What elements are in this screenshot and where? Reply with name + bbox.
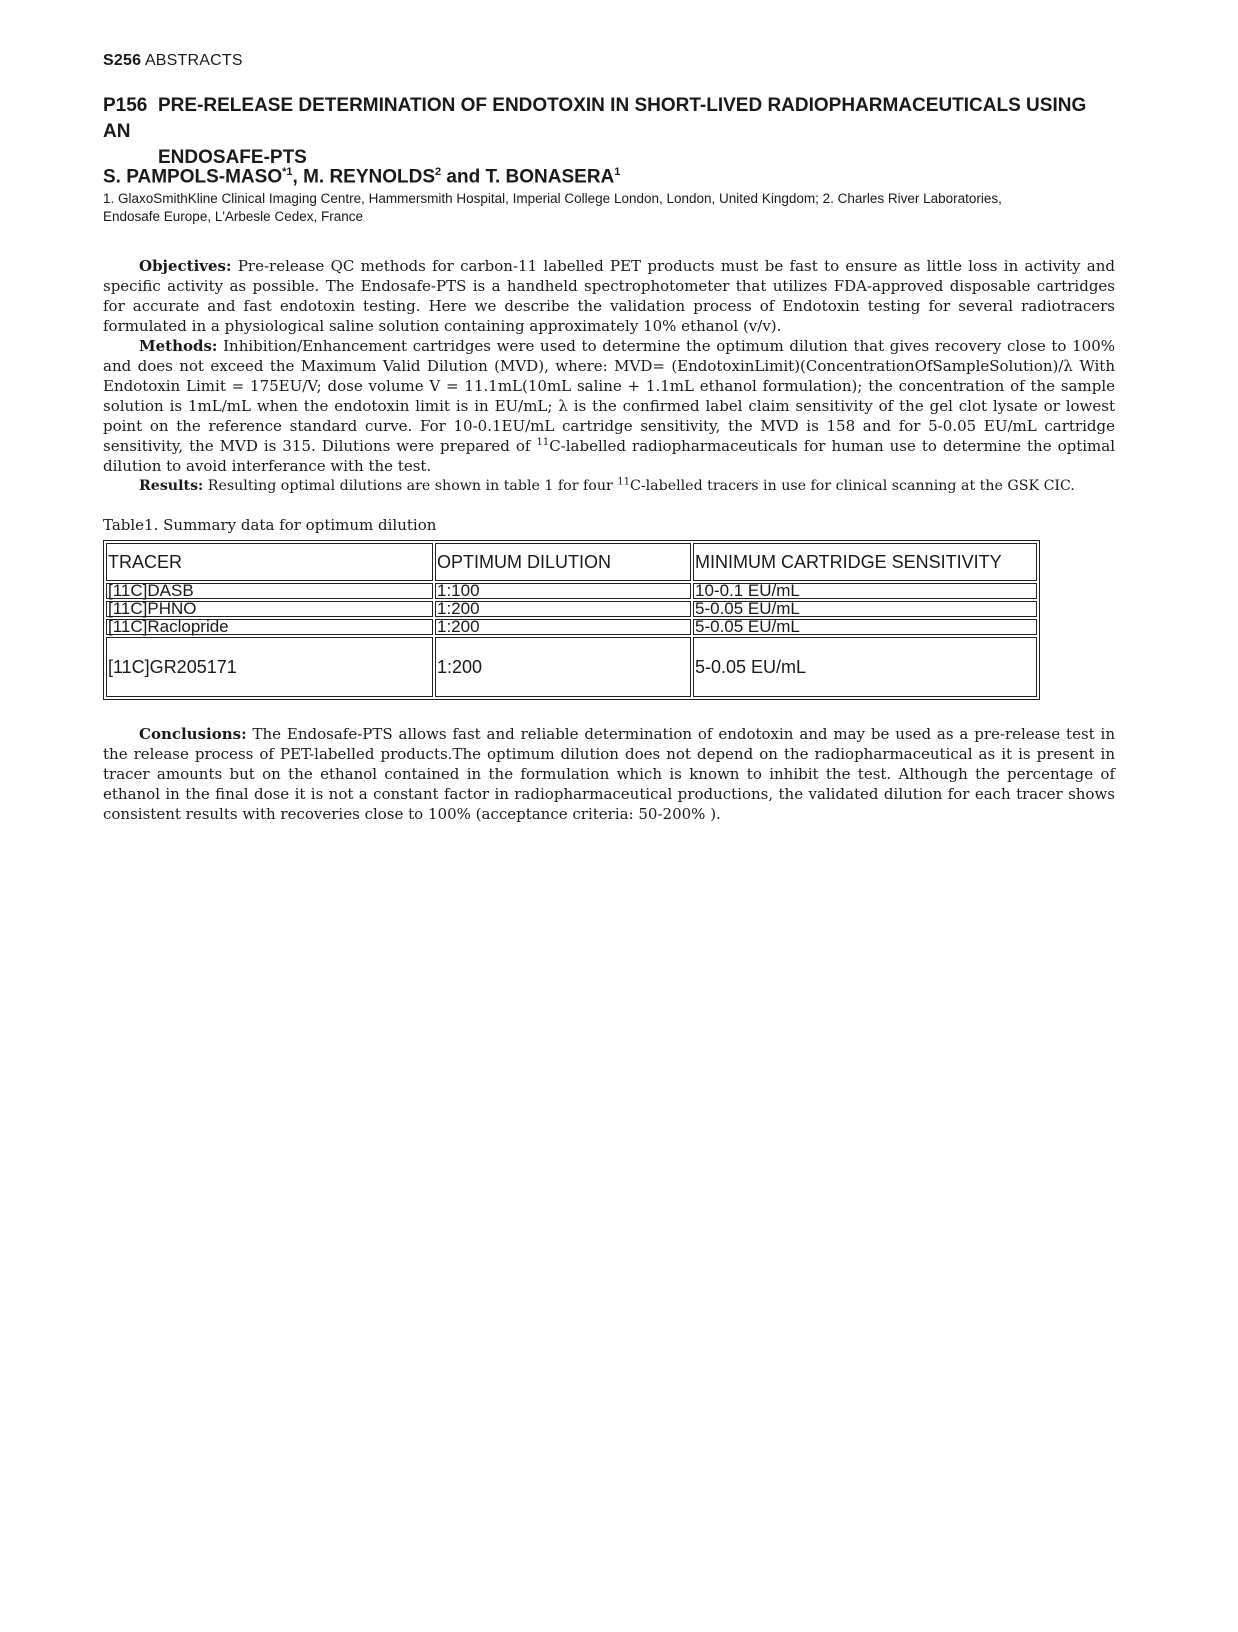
table-cell: [11C]DASB xyxy=(106,583,433,599)
title-line-2: ENDOSAFE-PTS xyxy=(158,147,307,168)
results-superscript: 11 xyxy=(617,476,630,488)
author-1: S. PAMPOLS-MASO xyxy=(103,166,283,188)
table-caption: Table1. Summary data for optimum dilution xyxy=(103,516,437,534)
page-header xyxy=(103,52,243,70)
conclusions-paragraph xyxy=(103,724,1115,824)
affiliations-line-1: 1. GlaxoSmithKline Clinical Imaging Centre, Hammersmith Hospital, Imperial College London, London, United Kingdom; 2. Charles River Laboratories, xyxy=(103,191,1002,206)
table-cell: [11C]Raclopride xyxy=(106,619,433,635)
conclusions-text: The Endosafe-PTS allows fast and reliable determination of endotoxin and may be used as a pre-release test in the release process of PET-labelled products.The optimum dilution does not depend on the radiopharmaceutical as it is present in tracer amounts but on the ethanol contained in the formulation which is known to inhibit the test. Although the percentage of ethanol in the final dose it is not a constant factor in radiopharmaceutical productions, the validated dilution for each tracer shows consistent results with recoveries close to 100% (acceptance criteria: 50-200% ). xyxy=(103,725,1115,823)
table-header-cell: TRACER xyxy=(106,543,433,581)
page-number: S256 xyxy=(103,52,142,69)
author-3: and T. BONASERA xyxy=(441,166,615,188)
objectives-paragraph xyxy=(103,256,1115,336)
table-cell: 1:200 xyxy=(435,619,691,635)
table-header-cell: MINIMUM CARTRIDGE SENSITIVITY xyxy=(693,543,1037,581)
table-cell: 1:200 xyxy=(435,637,691,697)
conclusions-label: Conclusions: xyxy=(139,725,247,743)
results-paragraph xyxy=(103,476,1115,496)
author-2: , M. REYNOLDS xyxy=(292,166,436,188)
table-cell: [11C]PHNO xyxy=(106,601,433,617)
methods-label: Methods: xyxy=(139,337,218,355)
dilution-table xyxy=(103,540,1040,700)
objectives-label: Objectives: xyxy=(139,257,232,275)
table-row xyxy=(106,601,1037,617)
author-2-affil: 2 xyxy=(435,166,442,178)
methods-text: Inhibition/Enhancement cartridges were used to determine the optimum dilution that gives recovery close to 100% and does not exceed the Maximum Valid Dilution (MVD), where: MVD= (EndotoxinLimit)(ConcentrationOfSampleSolution)/λ With Endotoxin Limit = 175EU/V; dose volume V = 11.1mL(10mL saline + 1.1mL ethanol formulation); the concentration of the sample solution is 1mL/mL when the endotoxin limit is in EU/mL; λ is the confirmed label claim sensitivity of the gel clot lysate or lowest point on the reference standard curve. For 10-0.1EU/mL cartridge sensitivity, the MVD is 158 and for 5-0.05 EU/mL cartridge sensitivity, the MVD is 315. Dilutions were prepared of xyxy=(103,337,1115,455)
abstract-body xyxy=(103,256,1115,496)
table-cell: 1:200 xyxy=(435,601,691,617)
author-3-affil: 1 xyxy=(614,166,621,178)
section-name: ABSTRACTS xyxy=(144,52,243,69)
methods-superscript: 11 xyxy=(536,437,550,448)
methods-text-end: C-labelled radiopharmaceuticals for human use to determine the optimal dilution to avoid interferance with the test. xyxy=(103,437,1115,475)
table-cell: 10-0.1 EU/mL xyxy=(693,583,1037,599)
title-line-1: PRE-RELEASE DETERMINATION OF ENDOTOXIN IN SHORT-LIVED RADIOPHARMACEUTICALS USING AN xyxy=(103,95,1087,142)
table-cell: 1:100 xyxy=(435,583,691,599)
affiliations xyxy=(103,190,1123,226)
results-label: Results: xyxy=(139,478,204,494)
author-1-affil: *1 xyxy=(282,166,293,178)
objectives-text: Pre-release QC methods for carbon-11 labelled PET products must be fast to ensure as little loss in activity and specific activity as possible. The Endosafe-PTS is a handheld spectrophotometer that utilizes FDA-approved disposable cartridges for accurate and fast endotoxin testing. Here we describe the validation process of Endotoxin testing for several radiotracers formulated in a physiological saline solution containing approximately 10% ethanol (v/v). xyxy=(103,257,1115,335)
table-cell: [11C]GR205171 xyxy=(106,637,433,697)
conclusions-section xyxy=(103,724,1115,824)
affiliations-line-2: Endosafe Europe, L'Arbesle Cedex, France xyxy=(103,209,363,224)
results-text: Resulting optimal dilutions are shown in table 1 for four xyxy=(203,478,618,494)
table-row xyxy=(106,619,1037,635)
table-cell: 5-0.05 EU/mL xyxy=(693,637,1037,697)
table-cell: 5-0.05 EU/mL xyxy=(693,619,1037,635)
table-cell: 5-0.05 EU/mL xyxy=(693,601,1037,617)
table-row xyxy=(106,637,1037,697)
authors xyxy=(103,166,620,188)
table-header-cell: OPTIMUM DILUTION xyxy=(435,543,691,581)
methods-paragraph xyxy=(103,336,1115,476)
abstract-title xyxy=(103,93,1103,171)
table-row xyxy=(106,583,1037,599)
results-text-end: C-labelled tracers in use for clinical scanning at the GSK CIC. xyxy=(629,478,1075,494)
table-header-row xyxy=(106,543,1037,581)
abstract-code: P156 xyxy=(103,95,148,116)
